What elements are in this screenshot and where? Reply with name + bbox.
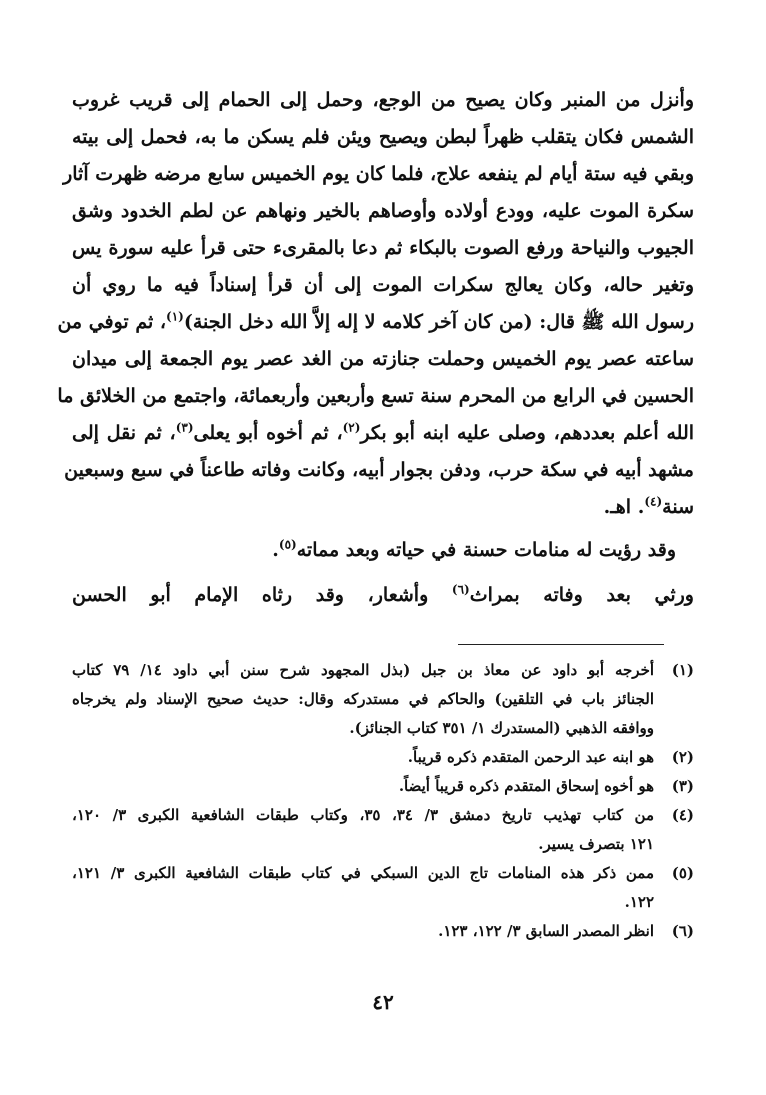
text-segment: ورثي بعد وفاته بمراث [469, 584, 694, 606]
text-segment: الله أعلم بعددهم، وصلى عليه ابنه أبو بكر [360, 422, 695, 444]
footnote-line: من كتاب تهذيب تاريخ دمشق ٣/ ٣٤، ٣٥، وكتاب طبقات الشافعية الكبرى ٣/ ١٢٠، [72, 806, 655, 824]
footnote-ref[interactable]: (٢) [342, 420, 361, 435]
footnote-line: ١٢٢. [624, 893, 654, 911]
footnote [72, 772, 694, 801]
text-line: ساعته عصر يوم الخميس وحملت جنازته من الغد عصر يوم الجمعة إلى ميدان [72, 348, 694, 370]
footnote-body [72, 801, 654, 859]
text-line: الشمس فكان يتقلب ظهراً لبطن ويصيح ويئن فلم يسكن ما به، فحمل إلى بيته [72, 126, 694, 148]
text-line: وتغير حاله، وكان يعالج سكرات الموت إلى أن قرأ إسناداً فيه ما روي أن [72, 274, 694, 296]
footnote-body [72, 772, 654, 801]
text-segment: . اهـ. [603, 496, 645, 518]
footnote [72, 743, 694, 772]
footnote-divider [458, 644, 664, 645]
footnote [72, 917, 694, 946]
footnote-ref[interactable]: (١) [166, 309, 184, 324]
footnote-ref[interactable]: (٤) [644, 494, 663, 509]
footnote [72, 801, 694, 859]
text-segment: وأشعار، وقد رثاه الإمام أبو الحسن [72, 584, 452, 606]
text-segment: وقد رؤيت له منامات حسنة في حياته وبعد مماته [296, 539, 676, 561]
text-line [72, 489, 694, 526]
text-line: مشهد أبيه في سكة حرب، ودفن بجوار أبيه، وكانت وفاته طاعناً في سبع وسبعين [64, 459, 694, 481]
footnote-ref[interactable]: (٣) [175, 420, 194, 435]
paragraph-line [72, 577, 694, 614]
footnote-body [72, 859, 654, 917]
footnote-number: (٤) [671, 806, 694, 824]
footnote [72, 859, 694, 917]
footnote-line: هو أخوه إسحاق المتقدم ذكره قريباً أيضاً. [398, 777, 654, 795]
footnote-ref[interactable]: (٥) [278, 537, 297, 552]
main-text-block [57, 82, 695, 614]
text-line [72, 415, 694, 452]
footnote-number: (٣) [671, 777, 694, 795]
page-number: ٤٢ [372, 990, 394, 1014]
footnote-number: (٥) [671, 864, 694, 882]
text-segment: ، ثم توفي من [57, 311, 167, 333]
text-line: الجيوب والنياحة ورفع الصوت بالبكاء ثم دعا بالمقرىء حتى قرأ عليه سورة يس [72, 237, 694, 259]
text-segment: . [272, 539, 279, 561]
footnotes-section [72, 656, 694, 946]
footnote-body [72, 917, 654, 946]
footnote-line: الجنائز باب في التلقين) والحاكم في مستدركه وقال: حديث صحيح الإسناد ولم يخرجاه [72, 690, 654, 708]
text-segment: رسول الله ﷺ قال: (من كان آخر كلامه لا إله إلاَّ الله دخل الجنة) [183, 311, 694, 333]
footnote-number: (١) [671, 661, 694, 679]
text-line: الحسين في الرابع من المحرم سنة تسع وأربعين وأربعمائة، واجتمع من الخلائق ما [57, 385, 694, 407]
footnote-ref[interactable]: (٦) [451, 582, 470, 597]
text-segment: ، ثم نقل إلى [72, 422, 176, 444]
footnote [72, 656, 694, 743]
footnote-line: ووافقه الذهبي (المستدرك ١/ ٣٥١ كتاب الجنائز). [349, 719, 654, 737]
footnote-number: (٢) [671, 748, 694, 766]
paragraph-line [72, 532, 694, 569]
text-segment: سنة [662, 496, 694, 518]
footnote-number: (٦) [671, 922, 694, 940]
text-line [57, 304, 694, 341]
footnote-line: هو ابنه عبد الرحمن المتقدم ذكره قريباً. [407, 748, 654, 766]
text-segment: ، ثم أخوه أبو يعلى [193, 422, 343, 444]
footnote-body [72, 656, 654, 743]
footnote-line: أخرجه أبو داود عن معاذ بن جبل (بذل المجهود شرح سنن أبي داود ١٤/ ٧٩ كتاب [72, 661, 655, 679]
text-line: وبقي فيه ستة أيام لم ينفعه علاج، فلما كان يوم الخميس سابع مرضه ظهرت آثار [63, 163, 694, 185]
footnote-line: ممن ذكر هذه المنامات تاج الدين السبكي في كتاب طبقات الشافعية الكبرى ٣/ ١٢١، [72, 864, 654, 882]
footnote-line: انظر المصدر السابق ٣/ ١٢٢، ١٢٣. [438, 922, 654, 940]
text-line: وأنزل من المنبر وكان يصيح من الوجع، وحمل إلى الحمام إلى قريب غروب [72, 89, 694, 111]
text-line: سكرة الموت عليه، وودع أولاده وأوصاهم بالخير ونهاهم عن لطم الخدود وشق [72, 200, 694, 222]
footnote-line: ١٢١ بتصرف يسير. [538, 835, 654, 853]
footnote-body [72, 743, 654, 772]
